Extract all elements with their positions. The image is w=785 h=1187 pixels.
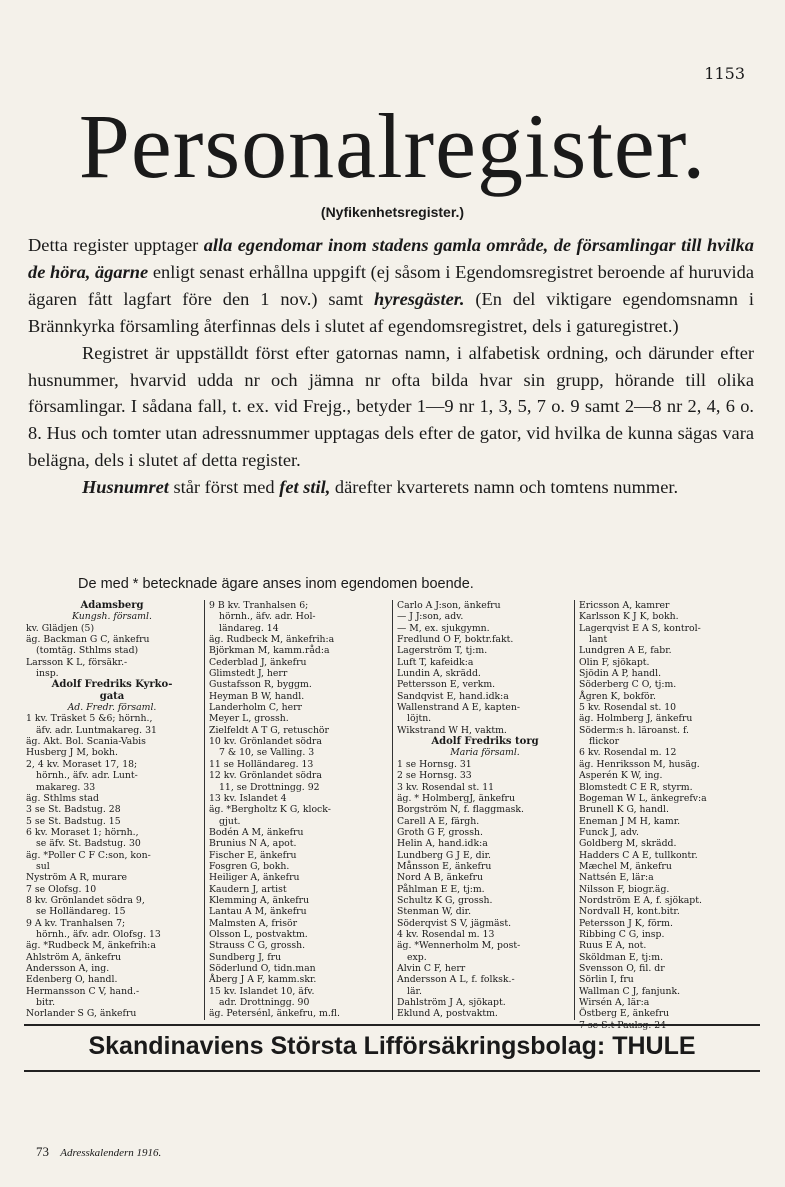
register-entry: se äfv. St. Badstug. 30 — [36, 838, 141, 850]
register-entry: Kaudern J, artist — [209, 883, 287, 895]
register-entry: Mæchel M, änkefru — [579, 860, 672, 872]
register-entry: Nordvall H, kont.bitr. — [579, 906, 680, 918]
register-entry: 5 kv. Rosendal st. 10 — [579, 702, 677, 714]
register-entry: Söderlund O, tidn.man — [209, 963, 316, 974]
register-entry: äg. *Wennerholm M, post- — [397, 940, 521, 952]
register-entry: 11 se Holländareg. 13 — [209, 758, 314, 770]
register-entry: 2, 4 kv. Moraset 17, 18; — [26, 758, 138, 770]
register-entry: Luft T, kafeidk:a — [397, 656, 474, 668]
parish-heading: Maria församl. — [450, 747, 520, 759]
register-entry: äg. *Bergholtz K G, klock- — [209, 804, 331, 816]
parish-heading: Ad. Fredr. församl. — [67, 702, 157, 714]
register-entry: 1 kv. Träsket 5 &6; hörnh., — [26, 713, 153, 725]
legend-note: De med * betecknade ägare anses inom egendomen boende. — [78, 576, 474, 592]
register-entry: 13 kv. Islandet 4 — [209, 792, 287, 804]
register-entry: Heiliger A, änkefru — [209, 872, 300, 884]
footer — [36, 1144, 161, 1160]
register-entry: Asperén K W, ing. — [579, 770, 663, 782]
register-entry: Zielfeldt A T G, retuschör — [209, 724, 329, 736]
register-entry: Wikstrand W H, vaktm. — [397, 724, 507, 736]
register-entry: äg. Henriksson M, husäg. — [579, 758, 700, 770]
register-entry: Alvin C F, herr — [397, 963, 466, 974]
intro-segment: därefter kvarterets namn och tomtens nummer. — [330, 477, 679, 498]
register-entry: Påhlman E E, tj:m. — [397, 883, 485, 895]
register-entry: 7 se Olofsg. 10 — [26, 883, 97, 895]
register-entry: 3 kv. Rosendal st. 11 — [397, 781, 495, 793]
footer-source: Adresskalendern 1916. — [60, 1147, 162, 1159]
register-entry: äg. Holmberg J, änkefru — [579, 713, 693, 725]
register-entry: ländareg. 14 — [219, 622, 279, 634]
intro-segment: Registret är uppställdt först efter gatornas namn, i alfabetisk ordning, och därunder efter husnummer, hvarvid udda nr och jämna nr ofta bilda hvar sin grupp, hörande till olika församlingar. I sådana fall, t. ex. vid Frejg., betyder 1—9 nr 1, 3, 5, 7 o. 9 samt 2—8 nr 2, 4, 6 o. 8. Hus och tomter utan adressnummer upptagas dels efter de gator, vid hvilka de kunna sägas vara belägna, dels i slutet af detta register. — [28, 342, 754, 471]
register-entry: adr. Drottningg. 90 — [219, 997, 310, 1009]
register-entry: Malmsten A, frisör — [209, 917, 298, 929]
register-entry: Petersson J K, förm. — [579, 917, 673, 929]
advert-bottom-rule — [24, 1070, 760, 1072]
register-entry: Klemming A, änkefru — [209, 894, 310, 906]
register-entry: lär. — [407, 985, 422, 997]
register-entry: Borgström N, f. flaggmask. — [397, 804, 524, 816]
register-entry: äg. Sthlms stad — [26, 792, 100, 804]
register-entry: Söderm:s h. läroanst. f. — [579, 724, 690, 736]
register-entry: insp. — [36, 668, 59, 680]
register-entry: Ericsson A, kamrer — [579, 600, 670, 611]
register-entry: exp. — [407, 951, 427, 963]
register-entry: (tomtäg. Sthlms stad) — [36, 645, 139, 657]
register-entry: Ågren K, bokför. — [579, 690, 657, 702]
intro-text — [28, 232, 754, 501]
register-entry: Olsson L, postvaktm. — [209, 928, 308, 940]
parish-heading: Kungsh. församl. — [72, 611, 152, 623]
register-column-3 — [392, 600, 573, 1020]
register-entry: Nilsson F, biogr.äg. — [579, 883, 670, 895]
intro-segment: hyresgäster. — [374, 288, 465, 309]
register-entry: 6 kv. Moraset 1; hörnh., — [26, 826, 139, 838]
register-entry: Söderqvist S V, jägmäst. — [397, 917, 512, 929]
register-entry: Hadders C A E, tullkontr. — [579, 849, 698, 861]
register-entry: hörnh., äfv. adr. Lunt- — [36, 770, 138, 782]
register-entry: lant — [589, 634, 608, 646]
register-column-1 — [26, 600, 198, 1020]
register-entry: Sörlin I, fru — [579, 974, 634, 986]
register-entry: Ahlström A, änkefru — [26, 951, 122, 963]
register-entry: 2 se Hornsg. 33 — [397, 770, 472, 782]
register-entry: Pettersson E, verkm. — [397, 679, 496, 691]
page-subtitle: (Nyfikenhetsregister.) — [320, 204, 465, 220]
register-entry: äg. * HolmbergJ, änkefru — [397, 792, 515, 804]
register-entry: Ribbing C G, insp. — [579, 928, 665, 940]
register-entry: Wallenstrand A E, kapten- — [397, 702, 520, 714]
register-entry: Björkman M, kamm.råd:a — [209, 645, 330, 657]
register-entry: gjut. — [219, 815, 241, 827]
register-entry: Fosgren G, bokh. — [209, 860, 290, 872]
register-entry: äg. Petersénl, änkefru, m.fl. — [209, 1008, 340, 1020]
register-entry: Carlo A J:son, änkefru — [397, 600, 501, 611]
register-entry: Sköldman E, tj:m. — [579, 951, 664, 963]
intro-paragraph-1 — [28, 232, 754, 340]
register-entry: Brunell K G, handl. — [579, 804, 669, 816]
register-entry: äg. *Rudbeck M, änkefrih:a — [26, 940, 156, 952]
register-entry: Helin A, hand.idk:a — [397, 838, 488, 850]
street-heading: Adolf Fredriks torg — [431, 736, 539, 748]
register-entry: Olin F, sjökapt. — [579, 656, 650, 668]
register-entry: makareg. 33 — [36, 781, 96, 793]
register-entry: Sjödin A P, handl. — [579, 668, 662, 680]
register-column-4 — [574, 600, 759, 1031]
register-entry: Landerholm C, herr — [209, 702, 303, 714]
intro-segment: Husnumret — [82, 477, 169, 498]
register-entry: Andersson A, ing. — [26, 963, 110, 974]
intro-segment: står först med — [168, 477, 280, 498]
register-entry: se Holländareg. 15 — [36, 906, 126, 918]
footer-page: 73 — [36, 1144, 49, 1159]
register-entry: Söderberg C O, tj:m. — [579, 679, 677, 691]
register-entry: Husberg J M, bokh. — [26, 747, 118, 759]
register-entry: kv. Glädjen (5) — [26, 622, 95, 634]
register-entry: 8 kv. Grönlandet södra 9, — [26, 894, 145, 906]
register-entry: Groth G F, grossh. — [397, 826, 483, 838]
register-entry: Hermansson C V, hand.- — [26, 985, 140, 997]
register-entry: Eklund A, postvaktm. — [397, 1008, 498, 1020]
register-entry: 1 se Hornsg. 31 — [397, 758, 472, 770]
register-entry: Gustafsson R, byggm. — [209, 679, 312, 691]
register-entry: Nord A B, änkefru — [397, 872, 484, 884]
register-entry: Svensson O, fil. dr — [579, 963, 665, 974]
register-entry: Lundgren A E, fabr. — [579, 645, 672, 657]
register-entry: — M, ex. sjukgymn. — [397, 622, 490, 634]
register-entry: Bogeman W L, änkegrefv:a — [579, 792, 707, 804]
register-entry: Eneman J M H, kamr. — [579, 815, 681, 827]
register-entry: bitr. — [36, 997, 56, 1009]
register-entry: Blomstedt C E R, styrm. — [579, 781, 693, 793]
register-entry: Andersson A L, f. folksk.- — [397, 974, 515, 986]
register-entry: 15 kv. Islandet 10, äfv. — [209, 985, 315, 997]
register-entry: flickor — [589, 736, 620, 748]
register-entry: äg. Akt. Bol. Scania-Vabis — [26, 736, 146, 748]
street-heading: gata — [99, 690, 125, 702]
intro-paragraph-3 — [28, 474, 754, 501]
register-entry: äg. *Poller C F C:son, kon- — [26, 849, 151, 861]
register-entry: 7 se S:t Paulsg. 24 — [579, 1019, 667, 1031]
register-entry: Fredlund O F, boktr.fakt. — [397, 634, 514, 646]
register-entry: Bodén A M, änkefru — [209, 826, 304, 838]
register-entry: 11, se Drottningg. 92 — [219, 781, 320, 793]
register-entry: 12 kv. Grönlandet södra — [209, 770, 322, 782]
register-columns — [26, 600, 756, 1031]
street-heading: Adolf Fredriks Kyrko- — [51, 679, 173, 691]
register-entry: Nordström E A, f. sjökapt. — [579, 894, 702, 906]
register-entry: Månsson E, änkefru — [397, 860, 492, 872]
register-entry: Wirsén A, lär:a — [579, 997, 650, 1009]
register-entry: 9 A kv. Tranhalsen 7; — [26, 917, 126, 929]
register-entry: Schultz K G, grossh. — [397, 894, 493, 906]
register-entry: Meyer L, grossh. — [209, 713, 289, 725]
intro-segment: (En del viktigare egendomsnamn i Brännkyrka församling återfinnas dels i slutet af egendomsregistret, dels i gaturegistret.) — [28, 288, 754, 336]
register-entry: löjtn. — [407, 713, 432, 725]
register-entry: sul — [36, 860, 50, 872]
register-entry: Lagerqvist E A S, kontrol- — [579, 622, 701, 634]
intro-segment: enligt senast erhållna uppgift (ej såsom i Egendomsregistret beroende af huruvida ägaren fått lagfart före den 1 nov.) samt — [28, 261, 754, 309]
intro-segment: fet stil, — [279, 477, 331, 498]
register-entry: Brunius N A, apot. — [209, 838, 297, 850]
register-entry: Åberg J A F, kamm.skr. — [209, 974, 317, 986]
intro-segment: alla egendomar inom stadens gamla område, de församlingar till hvilka de höra, ägarne — [28, 235, 754, 282]
register-entry: Lagerström T, tj:m. — [397, 645, 488, 657]
register-entry: 7 & 10, se Valling. 3 — [219, 747, 315, 759]
register-entry: 5 se St. Badstug. 15 — [26, 815, 121, 827]
register-entry: Larsson K L, försäkr.- — [26, 656, 128, 668]
register-entry: Lundberg G J E, dir. — [397, 849, 491, 861]
register-entry: Heyman B W, handl. — [209, 690, 305, 702]
register-entry: 4 kv. Rosendal m. 13 — [397, 928, 495, 940]
register-entry: Lantau A M, änkefru — [209, 906, 307, 918]
register-entry: — J J:son, adv. — [397, 611, 464, 623]
register-column-2 — [204, 600, 391, 1020]
register-entry: Sundberg J, fru — [209, 951, 282, 963]
register-entry: 3 se St. Badstug. 28 — [26, 804, 121, 816]
page-title: Personalregister. — [78, 95, 707, 197]
register-entry: 10 kv. Grönlandet södra — [209, 736, 322, 748]
register-entry: Sandqvist E, hand.idk:a — [397, 690, 509, 702]
register-entry: Östberg E, änkefru — [579, 1008, 670, 1020]
register-entry: Nattsén E, lär:a — [579, 872, 654, 884]
advert-banner: Skandinaviens Största Lifförsäkringsbolag: THULE — [88, 1032, 696, 1060]
register-entry: Ruus E A, not. — [579, 940, 647, 952]
register-entry: Norlander S G, änkefru — [26, 1008, 137, 1020]
register-entry: Stenman W, dir. — [397, 906, 472, 918]
register-entry: Wallman C J, fanjunk. — [579, 985, 681, 997]
register-entry: Cederblad J, änkefru — [209, 656, 307, 668]
register-entry: hörnh., äfv. adr. Olofsg. 13 — [36, 928, 161, 940]
register-entry: hörnh., äfv. adr. Hol- — [219, 611, 316, 623]
register-entry: 9 B kv. Tranhalsen 6; — [209, 600, 309, 611]
register-entry: Strauss C G, grossh. — [209, 940, 306, 952]
intro-segment: Detta register upptager — [28, 235, 204, 255]
register-entry: Goldberg M, skrädd. — [579, 838, 677, 850]
register-entry: Nyström A R, murare — [26, 872, 128, 884]
register-entry: äg. Rudbeck M, änkefrih:a — [209, 634, 335, 646]
page-number: 1153 — [704, 64, 745, 83]
register-entry: äg. Backman G C, änkefru — [26, 634, 150, 646]
register-entry: Lundin A, skrädd. — [397, 668, 481, 680]
register-entry: Carell A E, färgh. — [397, 815, 480, 827]
register-entry: Fischer E, änkefru — [209, 849, 297, 861]
street-heading: Adamsberg — [80, 600, 144, 611]
register-entry: Glimstedt J, herr — [209, 668, 288, 680]
register-entry: 6 kv. Rosendal m. 12 — [579, 747, 677, 759]
register-entry: äfv. adr. Luntmakareg. 31 — [36, 724, 157, 736]
register-entry: Dahlström J A, sjökapt. — [397, 997, 506, 1009]
register-entry: Funck J, adv. — [579, 826, 639, 838]
register-entry: Edenberg O, handl. — [26, 974, 118, 986]
register-entry: Karlsson K J K, bokh. — [579, 611, 679, 623]
intro-paragraph-2 — [28, 340, 754, 475]
